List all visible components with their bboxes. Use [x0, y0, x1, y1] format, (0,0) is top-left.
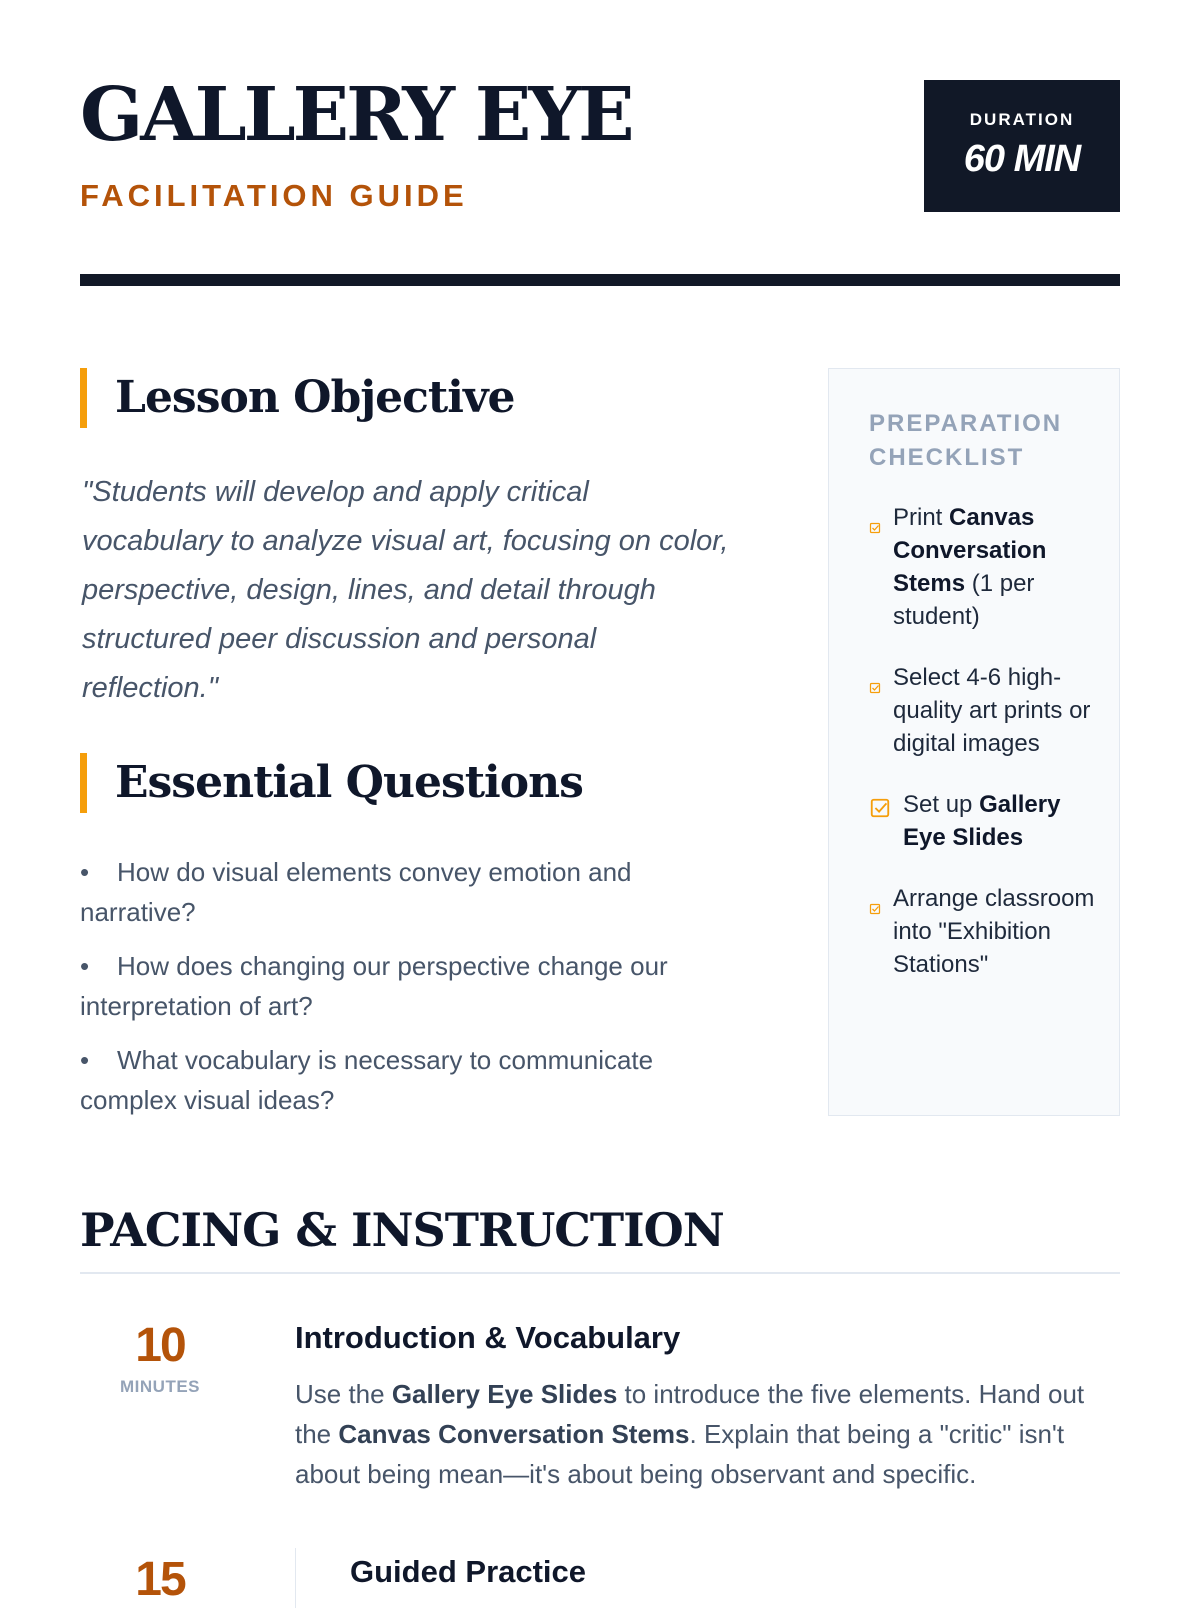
- essential-questions-heading: Essential Questions: [80, 753, 583, 813]
- checklist-title: PREPARATION CHECKLIST: [869, 410, 1063, 471]
- question-text: How does changing our perspective change our interpretation of art?: [80, 951, 668, 1021]
- checklist-text-part: Print: [893, 504, 950, 531]
- checklist-item[interactable]: [869, 501, 1099, 633]
- step-minutes: 10: [135, 1319, 185, 1372]
- checklist-text-bold: Gallery Eye Slides: [903, 791, 1061, 851]
- objective-heading: Lesson Objective: [80, 368, 515, 428]
- step-text: Use the: [295, 1379, 392, 1409]
- checklist-text-bold: Canvas Conversation Stems: [893, 504, 1047, 597]
- question-text: What vocabulary is necessary to communicate complex visual ideas?: [80, 1045, 654, 1115]
- list-item: [80, 946, 740, 1026]
- bullet-icon: •: [80, 1045, 90, 1075]
- step-divider: [295, 1548, 296, 1608]
- checklist-text-part: Set up: [903, 791, 980, 818]
- checklist-item[interactable]: [869, 661, 1099, 760]
- step-title: Introduction & Vocabulary: [295, 1320, 681, 1355]
- checklist-text-part: (1 per student): [893, 570, 1035, 630]
- page-subtitle: FACILITATION GUIDE: [80, 178, 468, 213]
- checkbox-icon[interactable]: [869, 795, 891, 828]
- checkbox-icon[interactable]: [869, 670, 881, 703]
- pacing-heading: PACING & INSTRUCTION: [80, 1203, 724, 1257]
- checkbox-icon[interactable]: [869, 510, 881, 543]
- step-minutes-unit: MINUTES: [120, 1377, 200, 1396]
- step-text-bold: Gallery Eye Slides: [391, 1379, 618, 1409]
- bullet-icon: •: [80, 857, 90, 887]
- checklist-text: Arrange classroom into "Exhibition Stations": [893, 885, 1095, 978]
- question-text: How do visual elements convey emotion and narrative?: [80, 857, 632, 927]
- checklist-text: [893, 501, 1099, 633]
- preparation-checklist: [828, 368, 1120, 1116]
- step-minutes: 15: [135, 1553, 185, 1606]
- checkbox-icon[interactable]: [869, 891, 881, 924]
- step-title: Guided Practice: [350, 1554, 587, 1589]
- step-text-bold: Canvas Conversation Stems: [338, 1419, 690, 1449]
- pacing-divider: [80, 1272, 1120, 1274]
- duration-label: DURATION: [969, 110, 1075, 129]
- checklist-text: [903, 788, 1099, 854]
- checklist-item[interactable]: [869, 788, 1099, 854]
- bullet-icon: •: [80, 951, 90, 981]
- duration-badge: [924, 80, 1120, 212]
- header-divider: [80, 274, 1120, 286]
- step-text: . Explain that being a "critic" isn't about being mean—it's about being observant and specific.: [295, 1419, 1065, 1489]
- checklist-item[interactable]: [869, 882, 1099, 981]
- list-item: [80, 1040, 740, 1120]
- objective-text: "Students will develop and apply critical vocabulary to analyze visual art, focusing on color, perspective, design, lines, and detail through structured peer discussion and personal reflection.": [82, 476, 729, 704]
- checklist-items: [869, 501, 1099, 1009]
- step-text: to introduce the five elements. Hand out the: [295, 1379, 1085, 1449]
- essential-questions-list: [80, 852, 740, 1134]
- page-title: GALLERY EYE: [80, 72, 632, 158]
- checklist-text: Select 4-6 high-quality art prints or digital images: [893, 664, 1091, 757]
- step-description: [295, 1374, 1115, 1494]
- list-item: [80, 852, 740, 932]
- duration-value: 60 MIN: [963, 138, 1081, 180]
